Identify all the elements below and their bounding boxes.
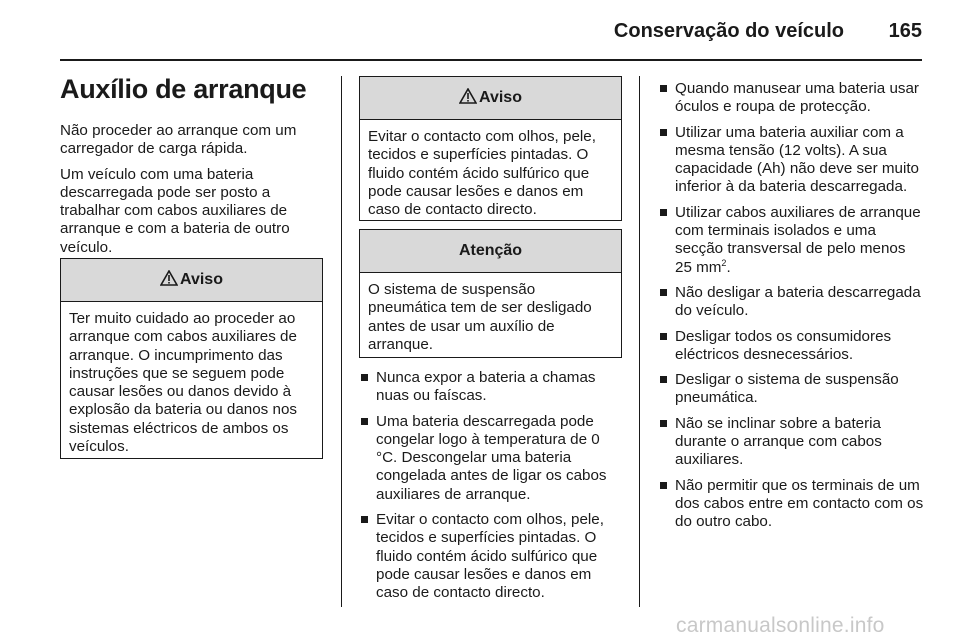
warning-box-header — [360, 77, 621, 120]
list-item — [359, 511, 623, 602]
column-middle — [359, 369, 623, 610]
list-item-text: Utilizar cabos auxiliares de arranque com terminais isolados e uma secção transversal de pelo menos 25 mm — [675, 203, 921, 276]
square-bullet-icon — [660, 420, 667, 427]
bullet-list — [359, 369, 623, 603]
square-bullet-icon — [361, 374, 368, 381]
list-item — [658, 477, 924, 532]
list-item — [658, 415, 924, 470]
column-right — [658, 80, 924, 539]
superscript: 2 — [721, 257, 727, 268]
list-item-text: Não desligar a bateria descarregada do veículo. — [675, 283, 921, 320]
caution-box — [359, 229, 622, 358]
warning-box — [60, 258, 323, 459]
list-item-text: Quando manusear uma bateria usar óculos e roupa de protecção. — [675, 80, 919, 116]
square-bullet-icon — [660, 376, 667, 383]
bullet-list — [658, 80, 924, 532]
warning-triangle-icon — [459, 88, 477, 104]
list-item-text: Nunca expor a bateria a chamas nuas ou faíscas. — [376, 369, 596, 405]
list-item-text: Desligar todos os consumidores eléctricos desnecessários. — [675, 327, 892, 363]
warning-box — [359, 76, 622, 221]
square-bullet-icon — [361, 516, 368, 523]
list-item-text: Não permitir que os terminais de um dos cabos entre em contacto com os do outro cabo. — [675, 476, 924, 531]
page-header — [60, 12, 922, 48]
list-item — [658, 80, 924, 117]
square-bullet-icon — [660, 289, 667, 296]
superscript-suffix: . — [726, 258, 731, 276]
list-item — [658, 204, 924, 277]
square-bullet-icon — [660, 333, 667, 340]
list-item-text: Utilizar uma bateria auxiliar com a mesma tensão (12 volts). A sua capacidade (Ah) não deve ser muito inferior à da bateria descarregada. — [675, 123, 919, 196]
list-item-text: Evitar o contacto com olhos, pele, tecidos e superfícies pintadas. O fluido contém ácido sulfúrico que pode causar lesões e danos em caso de contacto directo. — [376, 511, 604, 602]
intro-paragraph: Um veículo com uma bateria descarregada pode ser posto a trabalhar com cabos auxiliares de arranque e com a bateria de outro veículo. — [60, 165, 290, 256]
warning-title: Aviso — [479, 89, 522, 106]
square-bullet-icon — [660, 209, 667, 216]
list-item — [658, 284, 924, 321]
warning-box-header — [61, 259, 322, 302]
list-item-text: Uma bateria descarregada pode congelar logo à temperatura de 0 °C. Descongelar uma bateria congelada antes de ligar os cabos auxiliares de arranque. — [376, 412, 607, 503]
square-bullet-icon — [660, 129, 667, 136]
header-title: Conservação do veículo — [613, 20, 844, 42]
list-item-text: Não se inclinar sobre a bateria durante o arranque com cabos auxiliares. — [675, 414, 882, 469]
column-divider-1 — [341, 76, 342, 607]
square-bullet-icon — [660, 482, 667, 489]
warning-text: Ter muito cuidado ao proceder ao arranque com cabos auxiliares de arranque. O incumprimento das instruções que se seguem pode causar lesões ou danos devido à explosão da bateria ou danos nos sistemas eléctricos de ambos os veículos. — [69, 310, 297, 456]
intro-paragraph: Não proceder ao arranque com um carregador de carga rápida. — [60, 122, 297, 158]
list-item — [658, 328, 924, 365]
warning-triangle-icon — [160, 270, 178, 286]
column-left — [60, 122, 322, 264]
square-bullet-icon — [361, 418, 368, 425]
list-item — [658, 124, 924, 197]
caution-title: Atenção — [458, 242, 523, 259]
caution-text: O sistema de suspensão pneumática tem de ser desligado antes de usar um auxílio de arranque. — [368, 281, 592, 353]
warning-text: Evitar o contacto com olhos, pele, tecidos e superfícies pintadas. O fluido contém ácido sulfúrico que pode causar lesões e danos em caso de contacto directo. — [368, 128, 596, 219]
list-item-text: Desligar o sistema de suspensão pneumática. — [675, 371, 899, 407]
page-number: 165 — [888, 20, 922, 42]
warning-title: Aviso — [180, 271, 223, 288]
list-item — [658, 371, 924, 408]
list-item — [359, 413, 623, 504]
header-rule — [60, 59, 922, 61]
list-item — [359, 369, 623, 406]
square-bullet-icon — [660, 85, 667, 92]
caution-box-header — [360, 230, 621, 273]
watermark: carmanualsonline.info — [676, 614, 885, 637]
section-heading: Auxílio de arranque — [60, 74, 307, 104]
column-divider-2 — [639, 76, 640, 607]
